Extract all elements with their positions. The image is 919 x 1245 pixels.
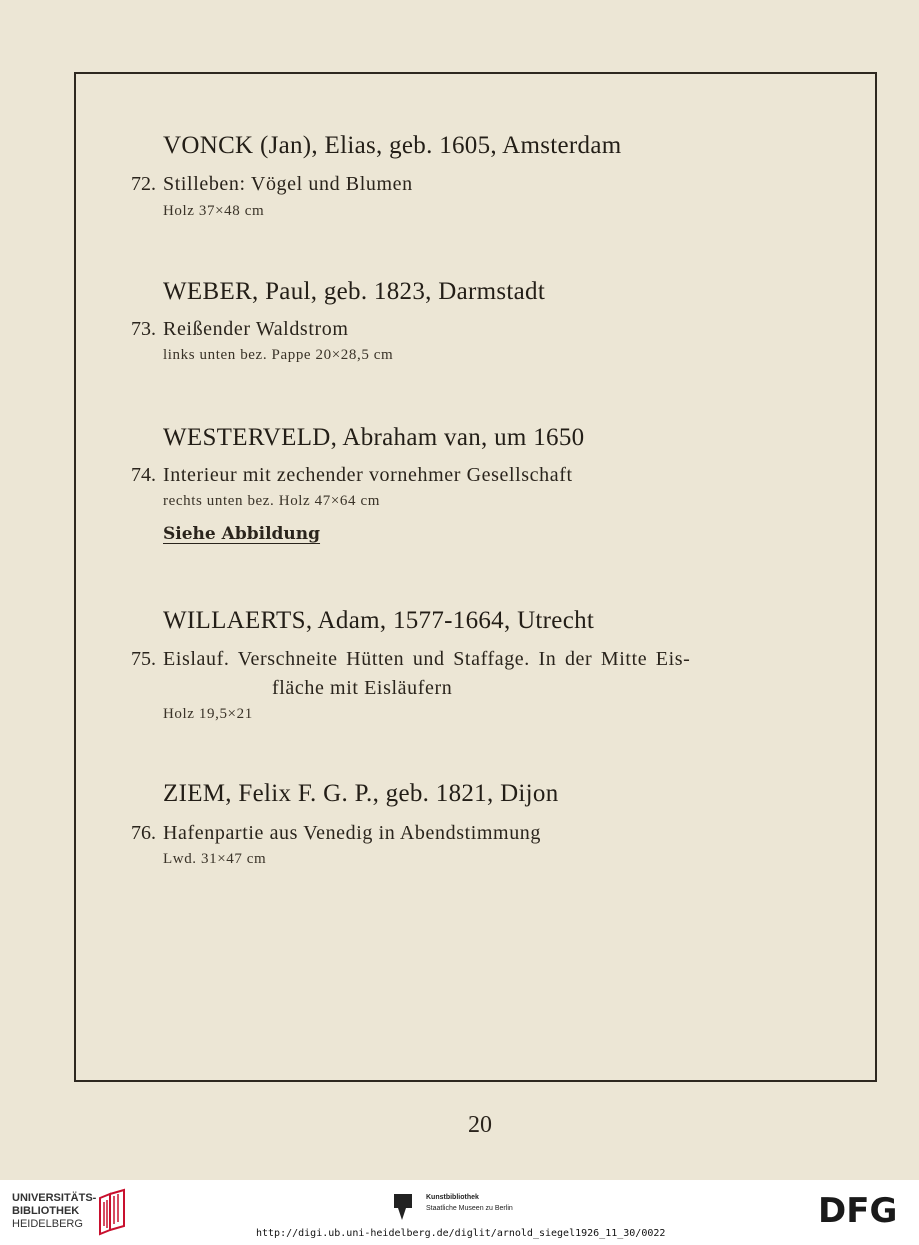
entry-number: 74. [131, 464, 156, 486]
kb-line2: Staatliche Museen zu Berlin [426, 1205, 513, 1212]
entry-number: 75. [131, 648, 156, 670]
entry-number: 72. [131, 173, 156, 195]
page-frame [74, 72, 877, 1082]
entry-number: 76. [131, 822, 156, 844]
artist-heading: WESTERVELD, Abraham van, um 1650 [163, 424, 585, 451]
artwork-details: rechts unten bez. Holz 47×64 cm [163, 493, 380, 509]
library-name-line2: BIBLIOTHEK [12, 1205, 80, 1217]
kunstbibliothek-name [426, 1192, 513, 1214]
artwork-title-continued: fläche mit Eisläufern [272, 677, 453, 699]
kb-line1: Kunstbibliothek [426, 1194, 479, 1201]
artwork-title: Hafenpartie aus Venedig in Abendstimmung [163, 822, 542, 844]
library-book-icon [96, 1188, 130, 1236]
artwork-title: Stilleben: Vögel und Blumen [163, 173, 413, 195]
kunstbibliothek-logo[interactable] [392, 1192, 552, 1222]
kunstbibliothek-icon [392, 1192, 420, 1222]
artwork-details: links unten bez. Pappe 20×28,5 cm [163, 347, 394, 363]
dfg-logo[interactable] [818, 1192, 908, 1226]
library-name [12, 1192, 96, 1231]
artwork-details: Holz 37×48 cm [163, 203, 265, 219]
artist-heading: ZIEM, Felix F. G. P., geb. 1821, Dijon [163, 780, 559, 807]
illustration-reference: Siehe Abbildung [163, 524, 321, 544]
source-url[interactable]: http://digi.ub.uni-heidelberg.de/diglit/arnold_siegel1926_11_30/0022 [256, 1228, 666, 1239]
artist-heading: WEBER, Paul, geb. 1823, Darmstadt [163, 278, 546, 305]
artwork-details: Holz 19,5×21 [163, 706, 253, 722]
artwork-title: Reißender Waldstrom [163, 318, 349, 340]
artwork-title: Interieur mit zechender vornehmer Gesellschaft [163, 464, 573, 486]
library-name-line1: UNIVERSITÄTS- [12, 1192, 97, 1204]
artwork-title: Eislauf. Verschneite Hütten und Staffage. In der Mitte Eis- [163, 648, 691, 670]
page-number: 20 [468, 1112, 492, 1138]
university-library-logo[interactable] [12, 1188, 130, 1236]
artwork-details: Lwd. 31×47 cm [163, 851, 267, 867]
dfg-logo-text: DFG [818, 1192, 898, 1226]
entry-number: 73. [131, 318, 156, 340]
artist-heading: VONCK (Jan), Elias, geb. 1605, Amsterdam [163, 132, 622, 159]
library-name-line3: HEIDELBERG [12, 1218, 83, 1230]
artist-heading: WILLAERTS, Adam, 1577-1664, Utrecht [163, 607, 595, 634]
footer-bar [0, 1180, 919, 1245]
